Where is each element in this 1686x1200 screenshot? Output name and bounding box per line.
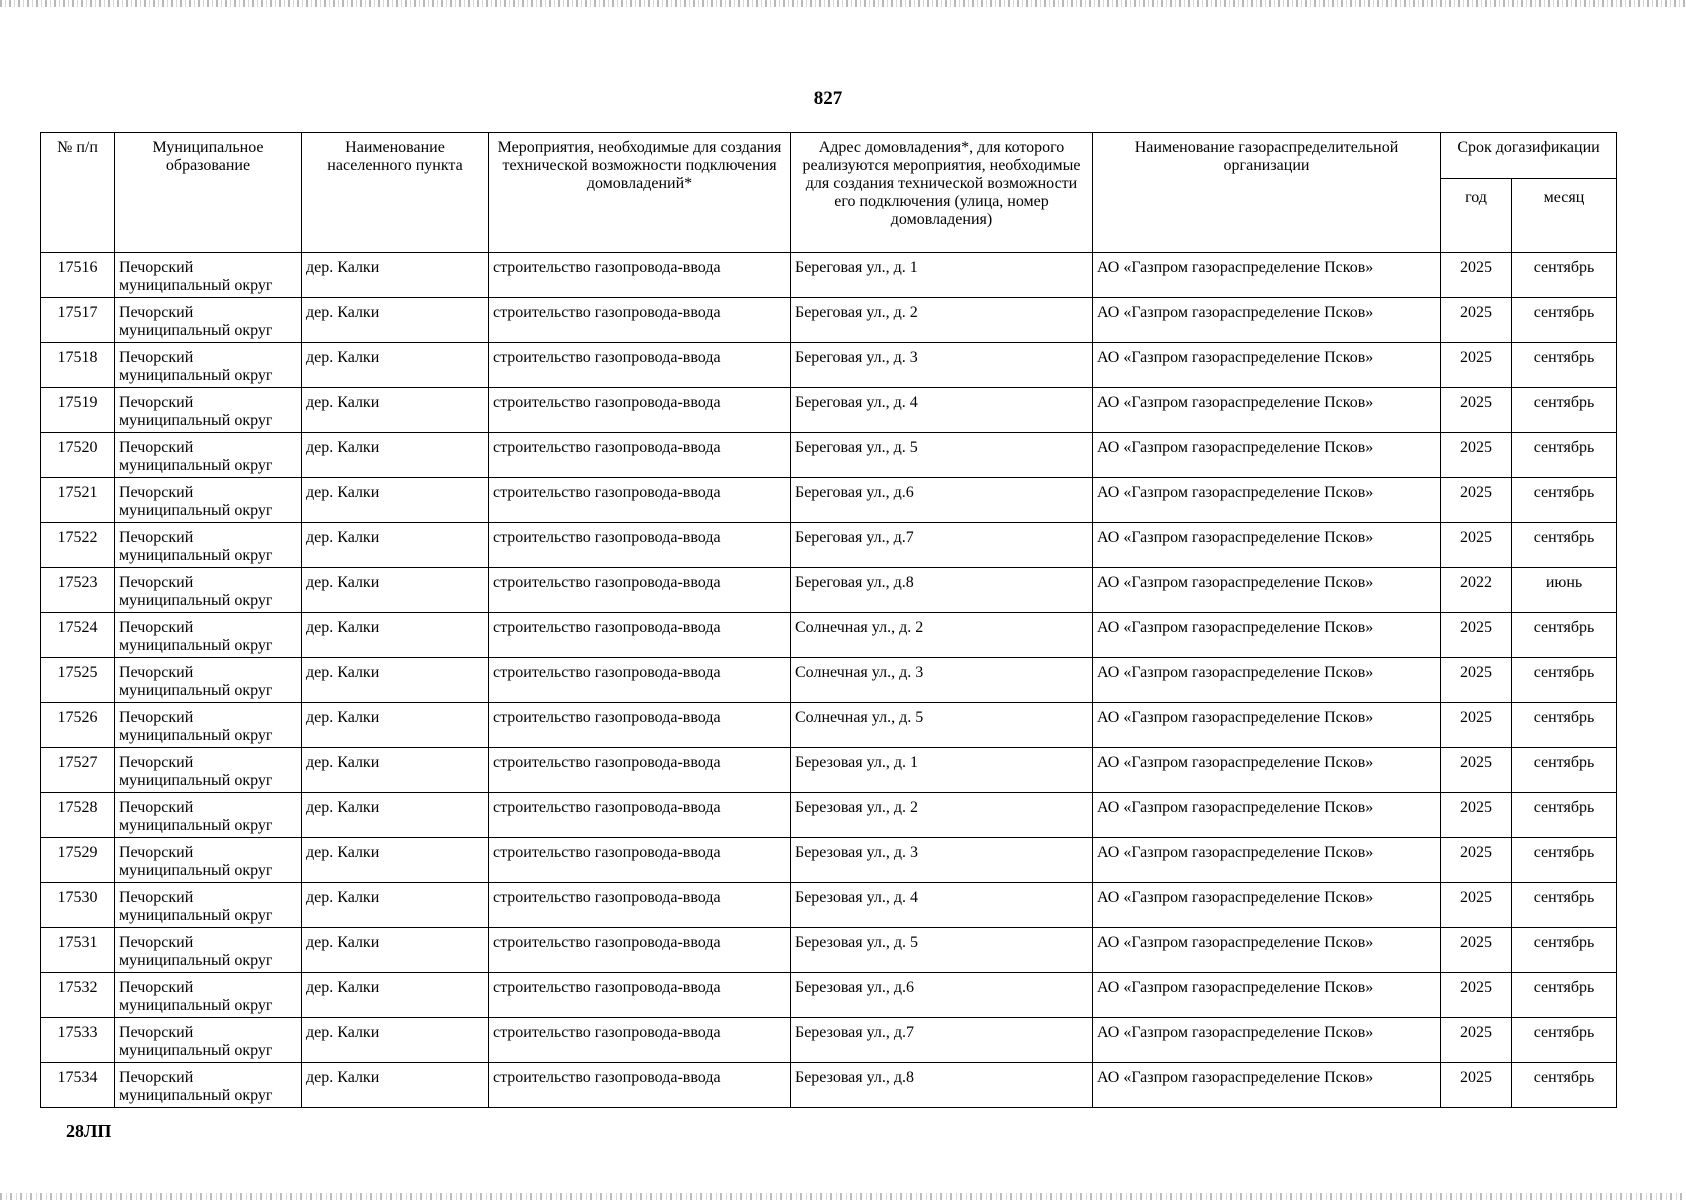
cell-year: 2025: [1441, 748, 1512, 793]
cell-organization: АО «Газпром газораспределение Псков»: [1093, 703, 1441, 748]
cell-measures: строительство газопровода-ввода: [489, 478, 791, 523]
cell-address: Береговая ул., д. 3: [791, 343, 1093, 388]
table-row: [41, 658, 1617, 703]
cell-address: Береговая ул., д.6: [791, 478, 1093, 523]
cell-address: Березовая ул., д. 2: [791, 793, 1093, 838]
header-organization: Наименование газораспределительной организации: [1093, 133, 1441, 253]
cell-num: 17520: [41, 433, 115, 478]
cell-address: Береговая ул., д. 1: [791, 253, 1093, 298]
cell-num: 17529: [41, 838, 115, 883]
cell-year: 2025: [1441, 883, 1512, 928]
cell-measures: строительство газопровода-ввода: [489, 883, 791, 928]
table-row: [41, 343, 1617, 388]
cell-year: 2025: [1441, 928, 1512, 973]
cell-organization: АО «Газпром газораспределение Псков»: [1093, 1018, 1441, 1063]
cell-settlement: дер. Калки: [302, 613, 489, 658]
cell-municipality: Печорский муниципальный округ: [115, 928, 302, 973]
cell-organization: АО «Газпром газораспределение Псков»: [1093, 928, 1441, 973]
cell-address: Березовая ул., д.6: [791, 973, 1093, 1018]
header-num: № п/п: [41, 133, 115, 253]
cell-num: 17517: [41, 298, 115, 343]
cell-address: Солнечная ул., д. 3: [791, 658, 1093, 703]
cell-organization: АО «Газпром газораспределение Псков»: [1093, 568, 1441, 613]
table-row: [41, 613, 1617, 658]
header-month: месяц: [1512, 179, 1617, 253]
cell-month: сентябрь: [1512, 883, 1617, 928]
cell-year: 2025: [1441, 703, 1512, 748]
table-row: [41, 1018, 1617, 1063]
cell-municipality: Печорский муниципальный округ: [115, 298, 302, 343]
cell-settlement: дер. Калки: [302, 748, 489, 793]
cell-address: Береговая ул., д. 4: [791, 388, 1093, 433]
cell-year: 2022: [1441, 568, 1512, 613]
cell-year: 2025: [1441, 388, 1512, 433]
table-body: [41, 253, 1617, 1108]
cell-address: Береговая ул., д.7: [791, 523, 1093, 568]
cell-organization: АО «Газпром газораспределение Псков»: [1093, 883, 1441, 928]
cell-organization: АО «Газпром газораспределение Псков»: [1093, 1063, 1441, 1108]
table-row: [41, 1063, 1617, 1108]
cell-municipality: Печорский муниципальный округ: [115, 478, 302, 523]
cell-measures: строительство газопровода-ввода: [489, 748, 791, 793]
cell-measures: строительство газопровода-ввода: [489, 298, 791, 343]
cell-num: 17516: [41, 253, 115, 298]
cell-num: 17530: [41, 883, 115, 928]
cell-settlement: дер. Калки: [302, 1018, 489, 1063]
cell-measures: строительство газопровода-ввода: [489, 1063, 791, 1108]
cell-year: 2025: [1441, 838, 1512, 883]
table-row: [41, 928, 1617, 973]
cell-num: 17524: [41, 613, 115, 658]
cell-num: 17518: [41, 343, 115, 388]
cell-settlement: дер. Калки: [302, 253, 489, 298]
cell-settlement: дер. Калки: [302, 973, 489, 1018]
cell-organization: АО «Газпром газораспределение Псков»: [1093, 748, 1441, 793]
cell-municipality: Печорский муниципальный округ: [115, 433, 302, 478]
cell-settlement: дер. Калки: [302, 298, 489, 343]
header-measures: Мероприятия, необходимые для создания технической возможности подключения домовладений*: [489, 133, 791, 253]
table-header: [41, 133, 1617, 253]
header-municipality: Муниципальное образование: [115, 133, 302, 253]
cell-month: сентябрь: [1512, 658, 1617, 703]
cell-organization: АО «Газпром газораспределение Псков»: [1093, 838, 1441, 883]
cell-address: Солнечная ул., д. 2: [791, 613, 1093, 658]
cell-address: Березовая ул., д. 4: [791, 883, 1093, 928]
cell-month: сентябрь: [1512, 928, 1617, 973]
cell-num: 17519: [41, 388, 115, 433]
cell-settlement: дер. Калки: [302, 478, 489, 523]
cell-measures: строительство газопровода-ввода: [489, 253, 791, 298]
cell-municipality: Печорский муниципальный округ: [115, 568, 302, 613]
cell-organization: АО «Газпром газораспределение Псков»: [1093, 298, 1441, 343]
table-row: [41, 748, 1617, 793]
cell-num: 17528: [41, 793, 115, 838]
cell-settlement: дер. Калки: [302, 1063, 489, 1108]
cell-num: 17533: [41, 1018, 115, 1063]
table-row: [41, 478, 1617, 523]
cell-organization: АО «Газпром газораспределение Псков»: [1093, 388, 1441, 433]
cell-num: 17523: [41, 568, 115, 613]
cell-municipality: Печорский муниципальный округ: [115, 613, 302, 658]
cell-municipality: Печорский муниципальный округ: [115, 253, 302, 298]
table-row: [41, 568, 1617, 613]
document-code: 28ЛП: [66, 1121, 112, 1141]
cell-settlement: дер. Калки: [302, 388, 489, 433]
cell-municipality: Печорский муниципальный округ: [115, 658, 302, 703]
cell-settlement: дер. Калки: [302, 343, 489, 388]
cell-settlement: дер. Калки: [302, 568, 489, 613]
cell-month: сентябрь: [1512, 388, 1617, 433]
cell-address: Березовая ул., д. 1: [791, 748, 1093, 793]
cell-measures: строительство газопровода-ввода: [489, 703, 791, 748]
cell-num: 17526: [41, 703, 115, 748]
cell-num: 17527: [41, 748, 115, 793]
table-row: [41, 703, 1617, 748]
cell-month: сентябрь: [1512, 973, 1617, 1018]
cell-measures: строительство газопровода-ввода: [489, 838, 791, 883]
cell-year: 2025: [1441, 658, 1512, 703]
cell-month: сентябрь: [1512, 838, 1617, 883]
cell-settlement: дер. Калки: [302, 793, 489, 838]
cell-month: июнь: [1512, 568, 1617, 613]
cell-measures: строительство газопровода-ввода: [489, 658, 791, 703]
cell-num: 17521: [41, 478, 115, 523]
cell-month: сентябрь: [1512, 523, 1617, 568]
cell-address: Береговая ул., д.8: [791, 568, 1093, 613]
cell-month: сентябрь: [1512, 748, 1617, 793]
page-number: 827: [813, 88, 843, 109]
cell-measures: строительство газопровода-ввода: [489, 388, 791, 433]
table-row: [41, 523, 1617, 568]
table-row: [41, 838, 1617, 883]
cell-measures: строительство газопровода-ввода: [489, 613, 791, 658]
cell-num: 17525: [41, 658, 115, 703]
cell-month: сентябрь: [1512, 478, 1617, 523]
cell-month: сентябрь: [1512, 613, 1617, 658]
header-deadline: Срок догазификации: [1441, 133, 1617, 179]
cell-address: Березовая ул., д. 5: [791, 928, 1093, 973]
cell-measures: строительство газопровода-ввода: [489, 568, 791, 613]
cell-municipality: Печорский муниципальный округ: [115, 883, 302, 928]
cell-year: 2025: [1441, 253, 1512, 298]
cell-month: сентябрь: [1512, 433, 1617, 478]
cell-municipality: Печорский муниципальный округ: [115, 793, 302, 838]
table-row: [41, 388, 1617, 433]
table-row: [41, 433, 1617, 478]
cell-num: 17532: [41, 973, 115, 1018]
cell-address: Березовая ул., д.7: [791, 1018, 1093, 1063]
cell-year: 2025: [1441, 973, 1512, 1018]
cell-year: 2025: [1441, 793, 1512, 838]
cell-year: 2025: [1441, 523, 1512, 568]
cell-municipality: Печорский муниципальный округ: [115, 703, 302, 748]
cell-month: сентябрь: [1512, 793, 1617, 838]
cell-measures: строительство газопровода-ввода: [489, 1018, 791, 1063]
cell-measures: строительство газопровода-ввода: [489, 928, 791, 973]
cell-settlement: дер. Калки: [302, 703, 489, 748]
cell-year: 2025: [1441, 613, 1512, 658]
cell-measures: строительство газопровода-ввода: [489, 433, 791, 478]
cell-address: Береговая ул., д. 2: [791, 298, 1093, 343]
cell-num: 17522: [41, 523, 115, 568]
cell-settlement: дер. Калки: [302, 928, 489, 973]
cell-measures: строительство газопровода-ввода: [489, 793, 791, 838]
cell-settlement: дер. Калки: [302, 883, 489, 928]
cell-month: сентябрь: [1512, 298, 1617, 343]
cell-organization: АО «Газпром газораспределение Псков»: [1093, 478, 1441, 523]
cell-organization: АО «Газпром газораспределение Псков»: [1093, 253, 1441, 298]
cell-address: Береговая ул., д. 5: [791, 433, 1093, 478]
cell-year: 2025: [1441, 1018, 1512, 1063]
cell-municipality: Печорский муниципальный округ: [115, 1018, 302, 1063]
cell-month: сентябрь: [1512, 343, 1617, 388]
scan-edge-top: [0, 0, 1686, 7]
cell-address: Березовая ул., д. 3: [791, 838, 1093, 883]
cell-municipality: Печорский муниципальный округ: [115, 1063, 302, 1108]
cell-organization: АО «Газпром газораспределение Псков»: [1093, 613, 1441, 658]
cell-month: сентябрь: [1512, 1063, 1617, 1108]
cell-year: 2025: [1441, 433, 1512, 478]
table-row: [41, 298, 1617, 343]
cell-year: 2025: [1441, 343, 1512, 388]
table-row: [41, 793, 1617, 838]
cell-year: 2025: [1441, 298, 1512, 343]
cell-measures: строительство газопровода-ввода: [489, 523, 791, 568]
cell-settlement: дер. Калки: [302, 838, 489, 883]
cell-municipality: Печорский муниципальный округ: [115, 973, 302, 1018]
cell-organization: АО «Газпром газораспределение Псков»: [1093, 433, 1441, 478]
header-settlement: Наименование населенного пункта: [302, 133, 489, 253]
header-year: год: [1441, 179, 1512, 253]
cell-settlement: дер. Калки: [302, 658, 489, 703]
table-row: [41, 973, 1617, 1018]
cell-municipality: Печорский муниципальный округ: [115, 748, 302, 793]
header-address: Адрес домовладения*, для которого реализуются мероприятия, необходимые для создания технической возможности его подключения (улица, номер домовладения): [791, 133, 1093, 253]
cell-address: Березовая ул., д.8: [791, 1063, 1093, 1108]
cell-address: Солнечная ул., д. 5: [791, 703, 1093, 748]
cell-num: 17531: [41, 928, 115, 973]
cell-settlement: дер. Калки: [302, 523, 489, 568]
cell-municipality: Печорский муниципальный округ: [115, 388, 302, 433]
gasification-table: [40, 132, 1617, 1108]
cell-year: 2025: [1441, 478, 1512, 523]
cell-organization: АО «Газпром газораспределение Псков»: [1093, 973, 1441, 1018]
table-row: [41, 883, 1617, 928]
cell-year: 2025: [1441, 1063, 1512, 1108]
cell-measures: строительство газопровода-ввода: [489, 343, 791, 388]
cell-measures: строительство газопровода-ввода: [489, 973, 791, 1018]
cell-month: сентябрь: [1512, 1018, 1617, 1063]
cell-organization: АО «Газпром газораспределение Псков»: [1093, 658, 1441, 703]
cell-organization: АО «Газпром газораспределение Псков»: [1093, 793, 1441, 838]
cell-month: сентябрь: [1512, 703, 1617, 748]
cell-settlement: дер. Калки: [302, 433, 489, 478]
cell-municipality: Печорский муниципальный округ: [115, 838, 302, 883]
cell-municipality: Печорский муниципальный округ: [115, 523, 302, 568]
scan-edge-bottom: [0, 1193, 1686, 1200]
cell-month: сентябрь: [1512, 253, 1617, 298]
table-row: [41, 253, 1617, 298]
cell-num: 17534: [41, 1063, 115, 1108]
cell-organization: АО «Газпром газораспределение Псков»: [1093, 343, 1441, 388]
cell-organization: АО «Газпром газораспределение Псков»: [1093, 523, 1441, 568]
cell-municipality: Печорский муниципальный округ: [115, 343, 302, 388]
